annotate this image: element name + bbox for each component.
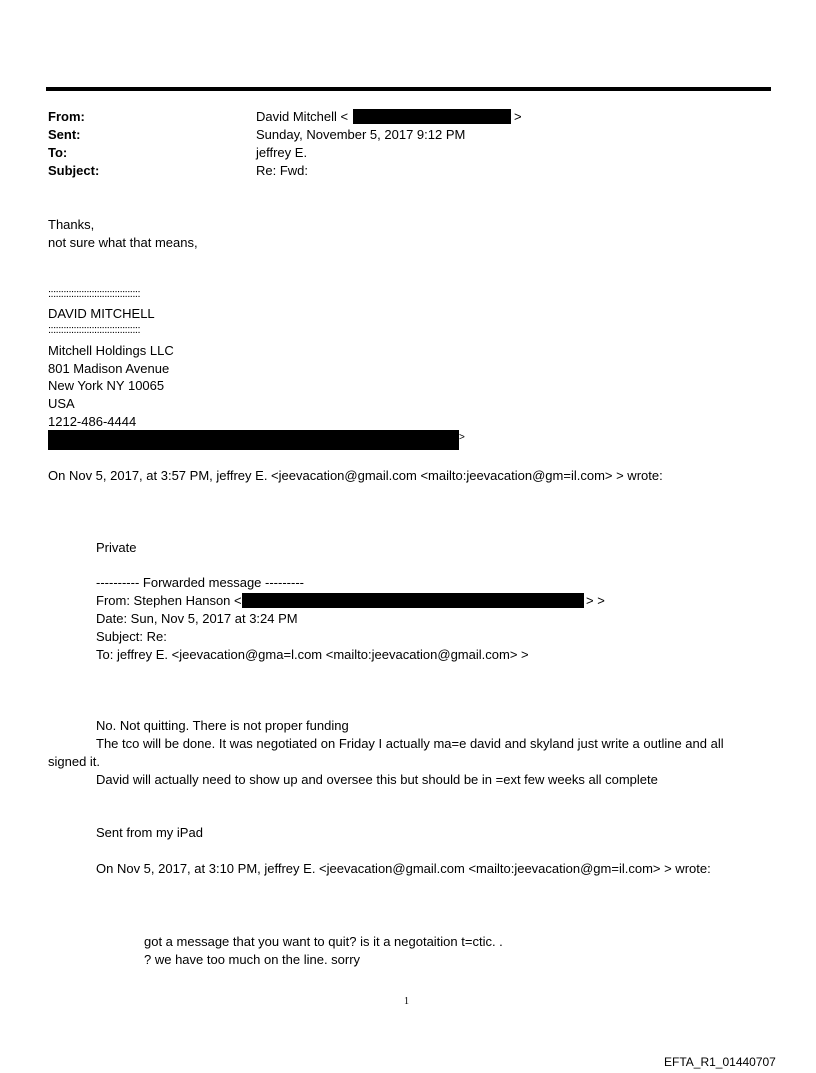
signature-street: 801 Madison Avenue <box>48 361 170 376</box>
signature-city: New York NY 10065 <box>48 378 165 393</box>
fwd-header: ---------- Forwarded message --------- <box>96 575 304 590</box>
bates-number: EFTA_R1_01440707 <box>664 1055 776 1069</box>
from-value: David Mitchell < <box>256 109 349 124</box>
redaction-fwd-from-email <box>242 593 584 608</box>
body-thanks: Thanks, <box>48 217 95 232</box>
signature-dots-top: :::::::::::::::::::::::::::::::::::: <box>48 288 141 300</box>
fwd-from-close: > > <box>586 593 605 608</box>
redaction-from-email <box>353 109 511 124</box>
signature-dots-bottom: :::::::::::::::::::::::::::::::::::: <box>48 324 141 336</box>
signature-name: DAVID MITCHELL <box>48 306 155 321</box>
sent-value: Sunday, November 5, 2017 9:12 PM <box>256 127 466 142</box>
from-value-close: > <box>514 109 522 124</box>
message-sent-from: Sent from my iPad <box>96 825 203 840</box>
quote2-line2: ? we have too much on the line. sorry <box>144 952 361 967</box>
to-value: jeffrey E. <box>256 145 308 160</box>
quote2-line1: got a message that you want to quit? is it a negotaition t=ctic. . <box>144 934 503 949</box>
body-not-sure: not sure what that means, <box>48 235 198 250</box>
signature-country: USA <box>48 396 75 411</box>
signature-redaction-tail: > <box>459 432 465 443</box>
from-label: From: <box>48 109 85 124</box>
sent-label: Sent: <box>48 127 81 142</box>
message-p2-wrap: signed it. <box>48 754 101 769</box>
subject-label: Subject: <box>48 163 100 178</box>
redaction-signature-line <box>48 430 459 450</box>
fwd-date: Date: Sun, Nov 5, 2017 at 3:24 PM <box>96 611 298 626</box>
fwd-from: From: Stephen Hanson < <box>96 593 242 608</box>
message-p2: The tco will be done. It was negotiated on Friday I actually ma=e david and skyland just write a outline and all <box>96 736 724 751</box>
page-number: 1 <box>404 996 409 1007</box>
quote2-attribution: On Nov 5, 2017, at 3:10 PM, jeffrey E. <jeevacation@gmail.com <mailto:jeevacation@gm=il.com> > wrote: <box>96 861 711 876</box>
message-p1: No. Not quitting. There is not proper funding <box>96 718 349 733</box>
fwd-to: To: jeffrey E. <jeevacation@gma=l.com <mailto:jeevacation@gmail.com> > <box>96 647 529 662</box>
to-label: To: <box>48 145 68 160</box>
message-p3: David will actually need to show up and oversee this but should be in =ext few weeks all complete <box>96 772 658 787</box>
quote1-private: Private <box>96 540 137 555</box>
signature-phone: 1212-486-4444 <box>48 414 137 429</box>
quote1-attribution: On Nov 5, 2017, at 3:57 PM, jeffrey E. <jeevacation@gmail.com <mailto:jeevacation@gm=il.com> > wrote: <box>48 468 663 483</box>
subject-value: Re: Fwd: <box>256 163 309 178</box>
header-rule <box>46 87 771 91</box>
fwd-subject: Subject: Re: <box>96 629 167 644</box>
signature-company: Mitchell Holdings LLC <box>48 343 174 358</box>
